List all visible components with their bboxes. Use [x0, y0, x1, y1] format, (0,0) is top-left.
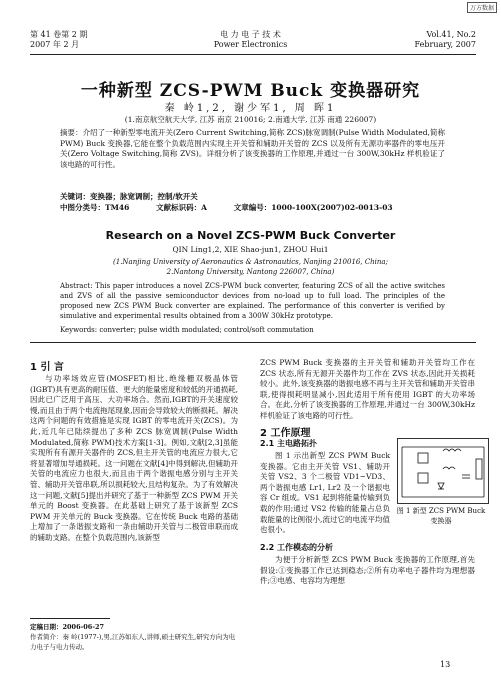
section-1-heading: 1 引 言: [30, 362, 64, 373]
journal-volume: 第 41 卷第 2 期: [30, 30, 88, 39]
footnote: [30, 622, 238, 652]
class-number: 中图分类号：TM46: [60, 203, 130, 212]
journal-name-cn: 电 力 电 子 技 术: [220, 30, 281, 39]
document-code: 文献标识码：A: [156, 203, 207, 212]
affiliation: (1.南京航空航天大学, 江苏 南京 210016; 2.南通大学, 江苏 南通 226007): [124, 115, 377, 124]
section-2-heading: 2 工作原理: [260, 428, 311, 439]
keywords-en: Keywords: converter; pulse width modulated; control/soft commutation: [60, 326, 314, 334]
page-number: 13: [440, 660, 451, 669]
journal-volume-en: Vol.41, No.2: [426, 30, 476, 39]
journal-date-en: February, 2007: [414, 40, 476, 49]
english-affiliation-2: 2.Nantong University, Nantong 226007, China): [166, 268, 335, 276]
section-2-2-heading: 2.2 工作模态的分析: [260, 543, 333, 552]
journal-name-en: Power Electronics: [213, 40, 288, 49]
header-right: [415, 30, 476, 50]
right-column-intro: ZCS PWM Buck 变换器的主开关管和辅助开关管均工作在 ZCS 状态,所有无源开关器件均工作在 ZVS 状态,因此开关损耗较小。此外,该变换器的谐振电感不再与主开关管和辅助开关管串联,使得损耗明显减小,因此适用于所有使用 IGBT 的大功率场合。在此,分析了该变换器的工作原理,并通过一台 300W,30kHz 样机验证了该电路的可行性。: [260, 358, 475, 420]
received-date: 定稿日期：2006-06-27: [30, 623, 105, 631]
article-number: 文章编号：1000-100X(2007)02-0013-03: [233, 203, 393, 212]
keywords-cn: 关键词：变换器；脉宽调制；控制/软开关: [60, 192, 198, 201]
english-authors: QIN Ling1,2, XIE Shao-jun1, ZHOU Hui1: [172, 245, 329, 254]
watermark-stamp: 万方数据: [467, 2, 497, 13]
abstract-rule: [30, 342, 476, 343]
zcs-pwm-buck-schematic: [398, 439, 488, 503]
footnote-rule: [30, 618, 110, 619]
english-title: Research on a Novel ZCS-PWM Buck Converter: [105, 229, 396, 242]
section-2-2-body: 为便于分析新型 ZCS PWM Buck 变换器的工作原理,首先假设:①变换器工作已达到稳态;②所有功率电子器件均为理想器件;③电感、电容均为理想: [260, 555, 475, 586]
section-2-1-body: 图 1 示出新型 ZCS PWM Buck 变换器。它由主开关管 VS1、辅助开关管 VS2、3 个二极管 VD1~VD3、两个谐振电感 Lr1, Lr2 及一个谐振电容 Cr 组成。VS1 起到将能量传输到负载的作用;通过 VS2 传输的能量占总负载能量的比例很小,流过它的电流平均值也很小。: [260, 451, 390, 535]
abstract-cn: 摘要：介绍了一种新型零电流开关(Zero Current Switching,简称 ZCS)脉宽调制(Pulse Width Modulated,简称 PWM) Buck 变换器,它能在整个负载范围内实现主开关管和辅助开关管的 ZCS 以及所有无源功率器件的零电压开关(Zero Voltage Switching,简称 ZVS)。详细分析了该变换器的工作原理,并通过一台 300W,30kHz 样机验证了该电路的可行性。: [60, 128, 445, 169]
section-2-1-heading: 2.1 主电路拓扑: [260, 439, 317, 448]
header-rule: [30, 54, 476, 55]
page-title: 一种新型 ZCS-PWM Buck 变换器研究: [80, 81, 421, 101]
abstract-en: Abstract: This paper introduces a novel ZCS-PWM buck converter, featuring ZCS of all the active switches and ZVS of all the passive semiconductor devices from no-load up to full load. The principles of the proposed new ZCS PWM Buck converter are explained. The performance of this converter is verified by simulative and experimental results obtained from a 300W 30kHz prototype.: [60, 282, 445, 320]
english-affiliation-1: (1.Nanjing University of Aeronautics & Astronautics, Nanjing 210016, China;: [113, 258, 388, 266]
journal-date: 2007 年 2 月: [30, 40, 80, 49]
section-1-body: 与功率场效应管(MOSFET)相比,绝缘栅双极晶体管(IGBT)具有更高的耐压值、更大的能量密度和较低的开通损耗,因此已广泛用于高压、大功率场合。然而,IGBT的开关速度较慢,而且由于两个电流拖尾现象,因而会导致较大的断损耗。解决这两个问题的有效措施是实现 IGBT 的零电流开关(ZCS)。为此,近几年已陆续提出了多种 ZCS 脉宽调制(Pulse Width Modulated,简称 PWM)技术方案[1-3]。例如,文献[2,3]虽能实现所有有源开关器件的 ZCS,但主开关管的电流应力很大,它将显著增加导通损耗。这一问题在文献[4]中得到解决,但辅助开关管的电流应力也很大,而且由于两个谐振电感分别与主开关管、辅助开关管串联,所以损耗较大,且结构复杂。为了有效解决这一问题,文献[5]提出并研究了基于一种新型 ZCS PWM 开关单元的 Boost 变换器。在此基础上研究了基于该新型 ZCS PWM 开关单元的 Buck 变换器。它在传统 Buck 电路的基础上增加了一条谐振支路和一条由辅助开关管与二极管串联而成的辅助支路。在整个负载范围内,该新型: [30, 374, 239, 542]
author-bio: 作者简介：秦 岭(1977-),男,江苏如东人,讲师,硕士研究生,研究方向为电力电子与电力传动。: [30, 633, 236, 651]
circuit-figure: [397, 438, 489, 504]
authors: 秦 岭1,2, 谢少军1, 周 晖1: [164, 103, 337, 114]
figure-caption: 图 1 新型 ZCS PWM Buck 变换器: [396, 507, 486, 525]
classification-line: [60, 203, 445, 214]
